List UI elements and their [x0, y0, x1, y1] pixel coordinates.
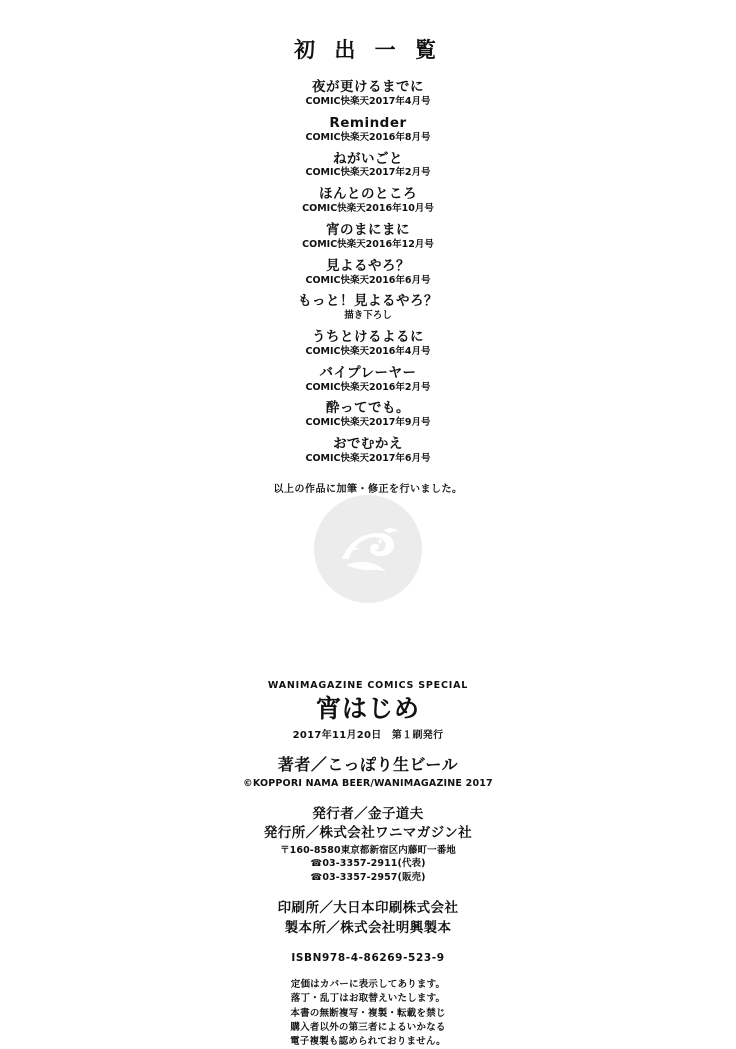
- list-item: [0, 79, 736, 109]
- entry-title: ねがいごと: [333, 150, 403, 167]
- printing-block: [0, 899, 736, 938]
- list-item: [0, 400, 736, 430]
- list-item: [0, 329, 736, 359]
- book-title: 宵はじめ: [315, 694, 420, 723]
- entry-title: 夜が更けるまでに: [312, 79, 424, 96]
- binder-line: 製本所／株式会社明興製本: [284, 919, 452, 936]
- revision-note: 以上の作品に加筆・修正を行いました。: [273, 483, 463, 495]
- entry-title: おでむかえ: [333, 436, 403, 453]
- list-item: [0, 293, 736, 323]
- list-item: [0, 436, 736, 466]
- list-item: [0, 115, 736, 145]
- list-item: [0, 186, 736, 216]
- entry-source: COMIC快楽天2017年9月号: [305, 417, 431, 429]
- entry-source: COMIC快楽天2017年6月号: [305, 452, 431, 464]
- legal-line: 電子複製も認められておりません。: [290, 1036, 446, 1048]
- publisher-company: 発行所／株式会社ワニマガジン社: [263, 825, 473, 842]
- entry-source: COMIC快楽天2016年6月号: [305, 274, 431, 286]
- entry-source: COMIC快楽天2016年2月号: [305, 381, 431, 393]
- imprint-label: WANIMAGAZINE COMICS SPECIAL: [267, 680, 469, 691]
- copyright-line: ©KOPPORI NAMA BEER/WANIMAGAZINE 2017: [243, 777, 493, 789]
- list-item: [0, 258, 736, 288]
- publisher-phone-sales: ☎03-3357-2957(販売): [310, 872, 426, 884]
- list-item: [0, 365, 736, 395]
- legal-notice: [0, 978, 736, 1049]
- entry-title: 宵のまにまに: [326, 221, 410, 238]
- entry-source: COMIC快楽天2016年4月号: [305, 345, 431, 357]
- publisher-phone-main: ☎03-3357-2911(代表): [310, 858, 426, 870]
- entry-title: バイプレーヤー: [319, 364, 417, 381]
- entry-source: COMIC快楽天2017年2月号: [305, 167, 431, 179]
- entry-source: 描き下ろし: [344, 310, 392, 322]
- legal-line: 本書の無断複写・複製・転載を禁じ: [290, 1007, 446, 1019]
- publication-date: 2017年11月20日 第１刷発行: [292, 729, 444, 741]
- entry-source: COMIC快楽天2016年10月号: [302, 203, 434, 215]
- first-publication-section: [0, 38, 736, 495]
- publisher-logo: [0, 495, 736, 603]
- entry-source: COMIC快楽天2016年12月号: [302, 238, 434, 250]
- entry-title: うちとけるよるに: [312, 329, 424, 345]
- entry-source: COMIC快楽天2017年4月号: [305, 96, 431, 108]
- legal-line: 定価はカバーに表示してあります。: [290, 979, 446, 991]
- isbn-code: ISBN978-4-86269-523-9: [291, 952, 445, 965]
- publisher-person: 発行者／金子道夫: [312, 805, 424, 822]
- section-title: 初 出 一 覧: [294, 38, 442, 62]
- publisher-address: 〒160-8580東京都新宿区内藤町一番地: [280, 844, 456, 856]
- entry-title: 見よるやろ？: [326, 257, 410, 274]
- legal-line: 購入者以外の第三者によるいかなる: [290, 1021, 446, 1033]
- entry-source: COMIC快楽天2016年8月号: [305, 131, 431, 143]
- dragon-icon: [314, 495, 422, 603]
- entry-title: もっと！見よるやろ？: [298, 293, 438, 310]
- entry-title: Reminder: [329, 114, 407, 131]
- legal-line: 落丁・乱丁はお取替えいたします。: [290, 993, 446, 1005]
- author-line: 著者／こっぽり生ビール: [277, 754, 459, 774]
- entry-title: 酔ってでも。: [326, 400, 410, 417]
- list-item: [0, 151, 736, 181]
- printer-line: 印刷所／大日本印刷株式会社: [277, 899, 459, 916]
- list-item: [0, 222, 736, 252]
- publisher-block: [0, 805, 736, 885]
- entry-title: ほんとのところ: [319, 186, 417, 203]
- colophon-section: [0, 680, 736, 1049]
